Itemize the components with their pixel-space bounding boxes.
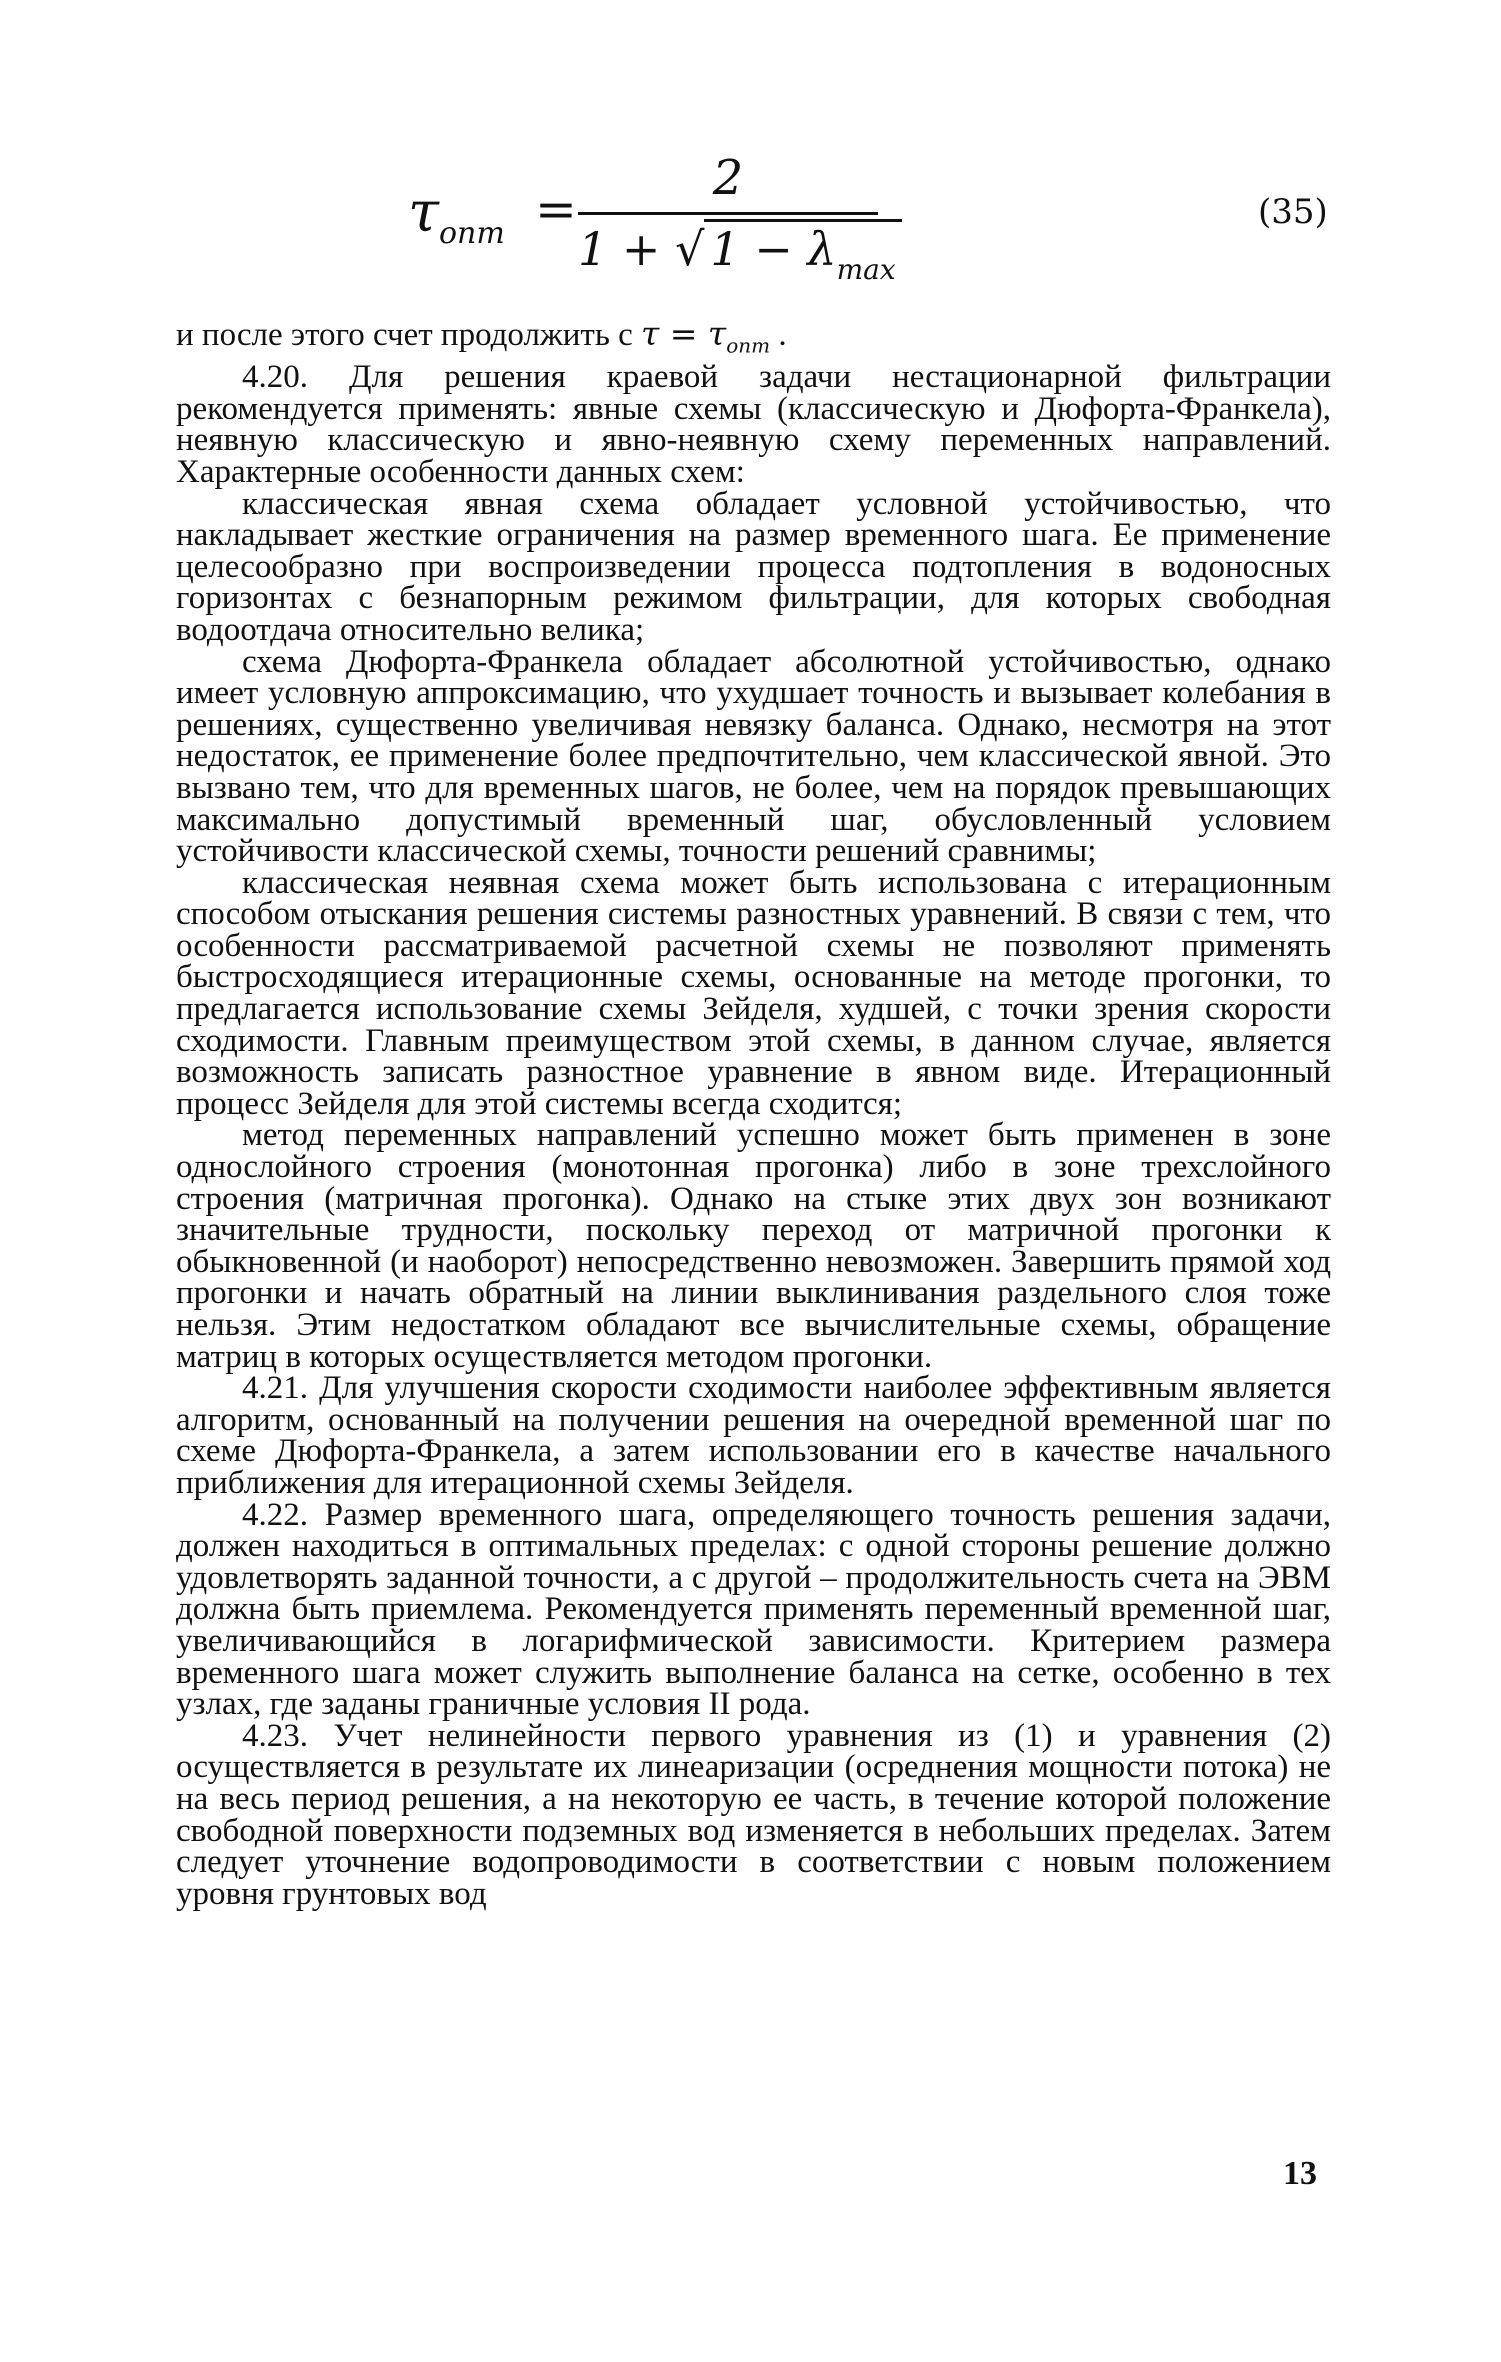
continuation-line: и после этого счет продолжить с $\tau = \tau_{опт}$ . <box>176 314 787 358</box>
page-number: 13 <box>1283 2155 1317 2192</box>
paragraph-explicit-scheme: классическая явная схема обладает условной устойчивостью, что накладывает жесткие ограничения на размер временного шага. Ее применение целесообразно при воспроизведении процесса подтопления в водоносных горизонтах с безнапорным режимом фильтрации, для которых свободная водоотдача относительно велика; <box>176 485 1331 648</box>
paragraph-4-22: 4.22. Размер временного шага, определяющего точность решения задачи, должен находиться в оптимальных пределах: с одной стороны решение должно удовлетворять заданной точности, а с другой – продолжительность счета на ЭВМ должна быть приемлема. Рекомендуется применять переменный временной шаг, увеличивающийся в логарифмической зависимости. Критерием размера временного шага может служить выполнение баланса на сетке, особенно в тех узлах, где заданы граничные условия II рода. <box>176 1496 1331 1723</box>
formula-denominator: 1 + √ $1 - \lambda_{max}$ <box>578 222 878 286</box>
equation-number: (35) <box>1258 192 1328 232</box>
paragraph-4-21: 4.21. Для улучшения скорости сходимости наиболее эффективным является алгоритм, основанный на получении решения на очередной временной шаг по схеме Дюфорта-Франкела, а затем использовании его в качестве начального приближения для итерационной схемы Зейделя. <box>176 1370 1331 1501</box>
formula-fraction <box>578 150 896 310</box>
fraction-bar <box>578 212 878 215</box>
formula-numerator: 2 <box>712 150 744 206</box>
formula-35 <box>0 150 1501 310</box>
paragraph-4-20: 4.20. Для решения краевой задачи нестационарной фильтрации рекомендуется применять: явные схемы (классическую и Дюфорта-Франкела), неявную классическую и явно-неявную схему переменных направлений. Характерные особенности данных схем: <box>176 359 1331 490</box>
formula-equals: = <box>535 180 577 238</box>
paragraph-dufort-frankel: схема Дюфорта-Франкела обладает абсолютной устойчивостью, однако имеет условную аппроксимацию, что ухудшает точность и вызывает колебания в решениях, существенно увеличивая невязку баланса. Однако, несмотря на этот недостаток, ее применение более предпочтительно, чем классической явной. Это вызвано тем, что для временных шагов, не более, чем на порядок превышающих максимально допустимый временный шаг, обусловленный условием устойчивости классической схемы, точности решений сравнимы; <box>176 643 1331 870</box>
tau-assignment: $\tau = \tau_{опт}$ <box>641 314 771 358</box>
body-text <box>176 314 1331 1912</box>
formula-lhs: $\tau_{опт}$ <box>408 180 505 251</box>
paragraph-4-23: 4.23. Учет нелинейности первого уравнения из (1) и уравнения (2) осуществляется в результате их линеаризации (осреднения мощности потока) не на весь период решения, а на некоторую ее часть, в течение которой положение свободной поверхности подземных вод изменяется в небольших пределах. Затем следует уточнение водопроводимости в соответствии с новым положением уровня грунтовых вод <box>176 1717 1331 1912</box>
paragraph-alternating-directions: метод переменных направлений успешно может быть применен в зоне однослойного строения (монотонная прогонка) либо в зоне трехслойного строения (матричная прогонка). Однако на стыке этих двух зон возникают значительные трудности, поскольку переход от матричной прогонки к обыкновенной (и наоборот) непосредственно невозможен. Завершить прямой ход прогонки и начать обратный на линии выклинивания раздельного слоя тоже нельзя. Этим недостатком обладают все вычислительные схемы, обращение матриц в которых осуществляется методом прогонки. <box>176 1117 1331 1375</box>
paragraph-implicit-scheme: классическая неявная схема может быть использована с итерационным способом отыскания решения системы разностных уравнений. В связи с тем, что особенности рассматриваемой расчетной схемы не позволяют применять быстросходящиеся итерационные схемы, основанные на методе прогонки, то предлагается использование схемы Зейделя, худшей, с точки зрения скорости сходимости. Главным преимуществом этой схемы, в данном случае, является возможность записать разностное уравнение в явном виде. Итерационный процесс Зейделя для этой системы всегда сходится; <box>176 864 1331 1122</box>
